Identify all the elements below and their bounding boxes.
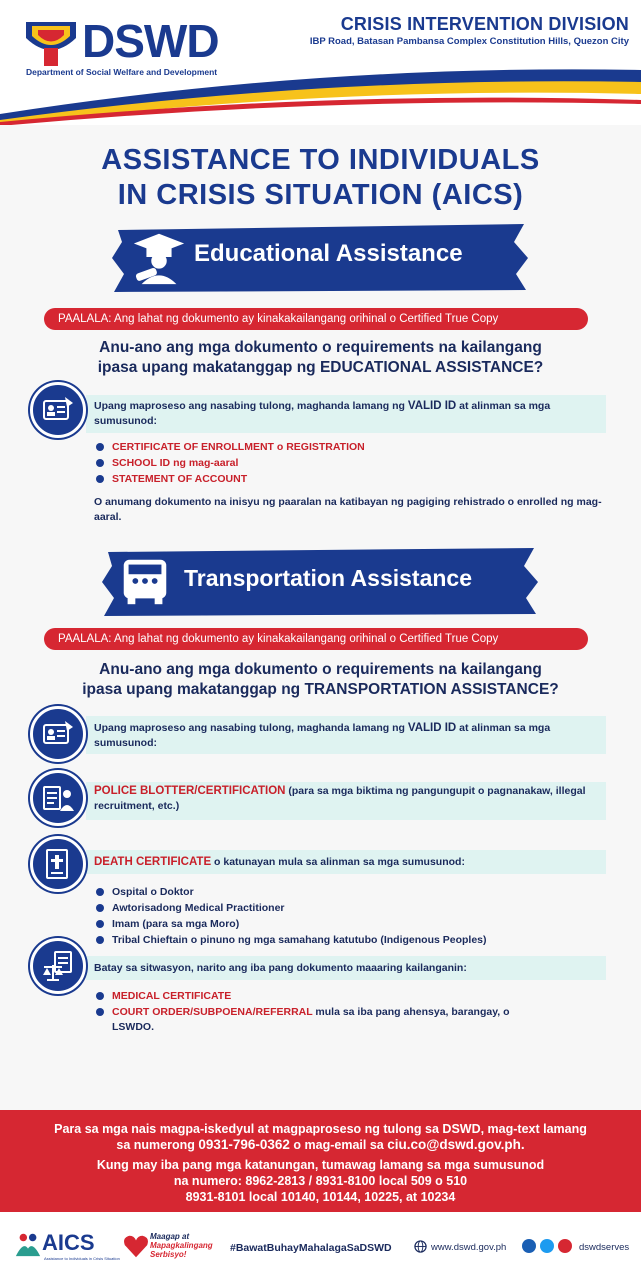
division-title: CRISIS INTERVENTION DIVISION [340,14,629,34]
maagap-line3: Serbisyo! [150,1250,187,1259]
aics-subtitle: Assistance to Individuals in Crisis Situation [44,1256,120,1261]
globe-icon [414,1240,427,1253]
facebook-icon[interactable] [522,1239,536,1253]
question-line1: Anu-ano ang mga dokumento o requirements na kailangang [99,661,542,678]
main-title-line2: IN CRISIS SITUATION (AICS) [117,179,524,211]
edu-intro [94,399,604,429]
heart-icon [122,1232,150,1260]
edu-note: O anumang dokumento na inisyu ng paaralan na katibayan ng pagiging rehistrado o enrolled ng mag-aaral. [94,496,602,523]
item-rest: ng mag-aaral [170,457,239,469]
footer-line2 [0,1137,641,1153]
item-red: STATEMENT OF ACCOUNT [112,473,248,485]
list-item: Awtorisadong Medical Practitioner [96,900,487,916]
aics-logo [14,1226,118,1266]
transportation-banner [100,546,540,618]
question-line2: ipasa upang makatanggap ng EDUCATIONAL ASSISTANCE? [97,359,544,376]
main-title [0,143,641,213]
aics-family-icon [14,1230,42,1258]
certificate-icon [41,847,75,881]
footer-email[interactable]: ciu.co@dswd.gov.ph. [387,1137,525,1152]
main-title-line1: ASSISTANCE TO INDIVIDUALS [101,144,540,176]
list-item [96,455,365,471]
educational-question [0,338,641,378]
reminder-prefix: PAALALA: [58,633,112,645]
maagap-line2: Mapagkalingang [150,1241,213,1250]
header [0,0,641,125]
educational-banner-label: Educational Assistance [194,240,463,267]
footer-line1: Para sa mga nais magpa-iskedyul at magpaproseso ng tulong sa DSWD, mag-text lamang [54,1122,587,1136]
division-block [310,14,629,47]
other-documents-list [96,988,510,1020]
other-intro: Batay sa sitwasyon, narito ang iba pang dokumento maaaring kailanganin: [94,962,467,974]
footer-line3: Kung may iba pang mga katanungan, tumawag lamang sa mga sumusunod [96,1158,545,1172]
intro-pre: Upang maproseso ang nasabing tulong, maghanda lamang ng [94,722,408,734]
item-red: SCHOOL ID [112,457,171,469]
police-circle [30,770,86,826]
footer-line4: na numero: 8962-2813 / 8931-8100 local 509 o 510 [173,1174,468,1188]
transportation-question [0,660,641,700]
police-rest: (para sa mga biktima ng pangungupit o pagnanakaw, illegal recruitment, etc.) [94,785,586,812]
footer-line5: 8931-8101 local 10140, 10144, 10225, at 10234 [185,1190,456,1204]
list-item: Tribal Chieftain o pinuno ng mga samahang katutubo (Indigenous Peoples) [96,932,487,948]
list-item: Ospital o Doktor [96,884,487,900]
header-swoosh [0,60,641,125]
death-circle [30,836,86,892]
legal-circle [30,938,86,994]
item-red: MEDICAL CERTIFICATE [112,990,232,1002]
edu-id-card-circle [30,382,86,438]
item-red: CERTIFICATE OF ENROLLMENT o REGISTRATION [112,441,365,453]
graduate-icon [130,228,188,286]
reminder-text: Ang lahat ng dokumento ay kinakakailangang orihinal o Certified True Copy [111,633,499,645]
police-text [94,784,604,814]
youtube-icon[interactable] [558,1239,572,1253]
reminder-text: Ang lahat ng dokumento ay kinakakailangang orihinal o Certified True Copy [111,313,499,325]
intro-valid-id: VALID ID [407,400,457,412]
list-item: Imam (para sa mga Moro) [96,916,487,932]
police-red: POLICE BLOTTER/CERTIFICATION [94,785,286,797]
intro-post: at alinman sa mga sumusunod: [94,722,551,749]
educational-reminder [44,308,588,330]
legal-document-icon [41,949,75,983]
trans-id-card-circle [30,706,86,762]
logo-subtitle: Department of Social Welfare and Development [26,67,218,77]
death-text [94,855,604,870]
police-report-icon [41,781,75,815]
death-sources-list [96,884,487,948]
contact-footer [0,1110,641,1212]
list-item [96,988,510,1004]
division-address: IBP Road, Batasan Pambansa Complex Constitution Hills, Quezon City [309,36,629,47]
trans-intro [94,721,604,751]
question-line2: ipasa upang makatanggap ng TRANSPORTATION ASSISTANCE? [82,681,559,698]
maagap-badge [122,1226,222,1266]
hashtag: #BawatBuhayMahalagaSaDSWD [230,1242,392,1254]
intro-valid-id: VALID ID [407,722,457,734]
other-tail: LSWDO. [112,1021,154,1033]
logo-text: DSWD [82,15,219,67]
list-item [96,439,365,455]
maagap-line1: Maagap at [150,1232,190,1241]
list-item [96,1004,510,1020]
id-card-icon [41,393,75,427]
id-card-icon [41,717,75,751]
footer-bar [0,1212,641,1280]
social-handle: dswdserves [579,1242,630,1253]
intro-pre: Upang maproseso ang nasabing tulong, maghanda lamang ng [94,400,408,412]
item-rest: mula sa iba pang ahensya, barangay, o [312,1006,510,1018]
edu-requirements-list [96,439,365,487]
line2-pre: sa numerong [116,1138,199,1152]
line2-mid: o mag-email sa [289,1138,388,1152]
item-red: COURT ORDER/SUBPOENA/REFERRAL [112,1006,313,1018]
footer-phone: 0931-796-0362 [198,1137,290,1152]
educational-banner [110,222,530,294]
death-rest: o katunayan mula sa alinman sa mga sumusunod: [211,856,465,868]
death-red: DEATH CERTIFICATE [94,856,212,868]
bus-icon [116,552,174,610]
website-link[interactable]: www.dswd.gov.ph [431,1242,507,1253]
question-line1: Anu-ano ang mga dokumento o requirements na kailangang [99,339,542,356]
aics-label: AICS [42,1230,95,1255]
transportation-banner-label: Transportation Assistance [184,565,473,591]
intro-post: at alinman sa mga sumusunod: [94,400,551,427]
twitter-icon[interactable] [540,1239,554,1253]
reminder-prefix: PAALALA: [58,313,112,325]
transportation-reminder [44,628,588,650]
list-item [96,471,365,487]
